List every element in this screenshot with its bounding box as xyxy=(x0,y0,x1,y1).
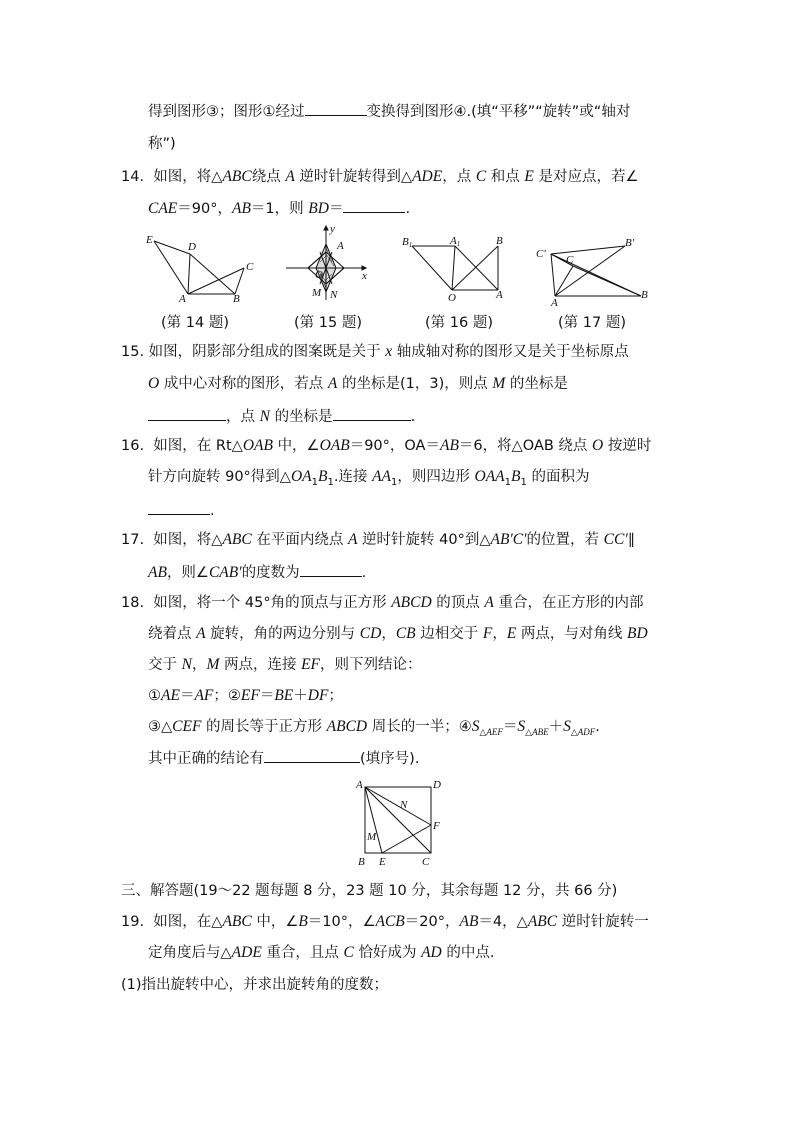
f14-label-B: B xyxy=(233,293,240,305)
f18-label-M: M xyxy=(367,831,377,843)
q13-answer-blank[interactable] xyxy=(305,101,367,116)
f17-label-C: C xyxy=(566,254,574,266)
q15-line1: 15. 如图，阴影部分组成的图案既是关于 x 轴成轴对称的图形又是关于坐标原点 xyxy=(121,343,629,360)
q17-line1: 17. 如图，将△ABC 在平面内绕点 A 逆时针旋转 40°到△AB′C′的位置，若 CC′∥ xyxy=(121,531,635,548)
f16-label-O: O xyxy=(448,292,456,304)
f17-label-B: B xyxy=(641,289,648,301)
q19-line2: 定角度后与△ADE 重合，且点 C 恰好成为 AD 的中点. xyxy=(148,944,495,961)
q16-answer-blank[interactable] xyxy=(148,500,210,515)
f14-label-D: D xyxy=(188,241,196,253)
q19-part1: (1)指出旋转中心，并求出旋转角的度数； xyxy=(121,977,389,993)
q15-line2: O 成中心对称的图形，若点 A 的坐标是(1，3)，则点 M 的坐标是 xyxy=(148,375,568,392)
q13-line1: 得到图形③；图形①经过 变换得到图形④.(填“平移”“旋转”或“轴对 xyxy=(148,101,630,122)
q16-line3: . xyxy=(148,500,215,521)
f18-label-A: A xyxy=(356,779,363,791)
q18-answer-line: 其中正确的结论有 (填序号). xyxy=(148,748,419,769)
q19-line1: 19. 如图，在△ABC 中，∠B＝10°，∠ACB＝20°，AB＝4，△ABC 逆时针旋转一 xyxy=(121,913,649,930)
q14-line2: CAE＝90°，AB＝1，则 BD＝ . xyxy=(148,200,411,217)
caption-fig17: (第 17 题) xyxy=(558,315,626,331)
caption-fig14: (第 14 题) xyxy=(161,315,229,331)
f16-label-A: A xyxy=(496,289,503,301)
f14-label-A: A xyxy=(179,293,186,305)
f14-label-E: E xyxy=(146,234,153,246)
q18-answer-blank[interactable] xyxy=(264,748,360,763)
caption-fig16: (第 16 题) xyxy=(425,315,493,331)
q18-conclusion-1: ①AE＝AF；②EF＝BE＋DF； xyxy=(148,687,343,704)
figure-15 xyxy=(282,222,377,302)
q15-answer-blank-m[interactable] xyxy=(148,406,226,421)
f15-label-O: O xyxy=(315,269,323,281)
figure-16 xyxy=(398,230,513,305)
f15-label-x: x xyxy=(362,270,367,282)
q16-line1: 16. 如图，在 Rt△OAB 中，∠OAB＝90°，OA＝AB＝6，将△OAB 绕点 O 按逆时 xyxy=(121,437,652,454)
f18-label-B: B xyxy=(358,856,365,868)
f15-label-A: A xyxy=(337,240,344,252)
q15-line3: ，点 N 的坐标是 . xyxy=(148,406,415,427)
f18-label-D: D xyxy=(433,779,441,791)
caption-fig15: (第 15 题) xyxy=(294,315,362,331)
q18-line2: 绕着点 A 旋转，角的两边分别与 CD，CB 边相交于 F，E 两点，与对角线 BD xyxy=(148,625,648,642)
q17-line2: AB，则∠CAB′的度数为 . xyxy=(148,564,367,581)
q16-line2: 针方向旋转 90°得到$\triangle OA_1B_1$.连接 $AA_1$，则四边形 $OAA_1B_1$ 的面积为 xyxy=(148,468,590,488)
f18-label-E: E xyxy=(379,856,386,868)
q13-line2: 称”) xyxy=(148,136,176,152)
figure-17 xyxy=(533,232,658,307)
f15-label-y: y xyxy=(330,223,335,235)
f16-label-B1: B1 xyxy=(402,236,413,249)
figure-14 xyxy=(140,230,260,305)
f17-label-Cp: C′ xyxy=(536,248,546,260)
f15-label-M: M xyxy=(312,287,322,299)
f16-label-B: B xyxy=(496,235,503,247)
section-3-heading: 三、解答题(19～22 题每题 8 分，23 题 10 分，其余每题 12 分，共 66 分) xyxy=(121,883,618,899)
f18-label-N: N xyxy=(400,799,408,811)
q17-answer-blank[interactable] xyxy=(300,562,362,577)
q18-line1: 18. 如图，将一个 45°角的顶点与正方形 ABCD 的顶点 A 重合，在正方形的内部 xyxy=(121,594,644,611)
f15-label-N: N xyxy=(330,289,338,301)
f18-label-F: F xyxy=(433,820,440,832)
q14-line1: 14. 如图，将△ABC绕点 A 逆时针旋转得到△ADE，点 C 和点 E 是对应点，若∠ xyxy=(121,168,639,185)
f17-label-Bp: B′ xyxy=(625,237,635,249)
f14-label-C: C xyxy=(246,261,254,273)
q15-answer-blank-n[interactable] xyxy=(333,406,411,421)
f18-label-C: C xyxy=(422,856,430,868)
q18-conclusion-2: ③△CEF 的周长等于正方形 ABCD 周长的一半；$④S_{\triangle AEF}=S_{\triangle ABE}+S_{\triangle ADF}$. xyxy=(148,718,600,737)
q18-line3: 交于 N，M 两点，连接 EF，则下列结论： xyxy=(148,656,422,673)
figure-18 xyxy=(352,777,448,871)
q14-answer-blank[interactable] xyxy=(343,198,405,213)
f16-label-A1: A1 xyxy=(450,235,461,248)
f17-label-A: A xyxy=(551,297,558,307)
